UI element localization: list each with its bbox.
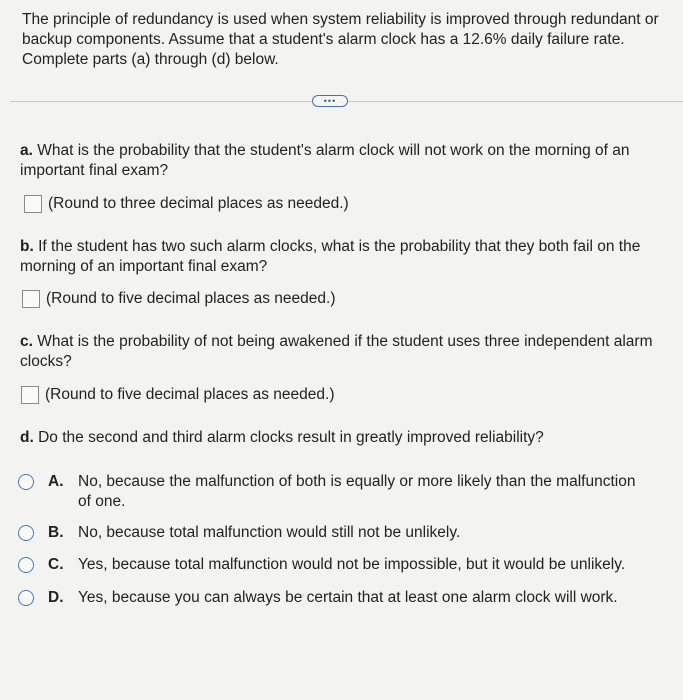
expand-more-button[interactable]: ••• — [312, 95, 348, 107]
question-b-text: If the student has two such alarm clocks, what is the probability that they both fail on the morning of an important final exam? — [20, 238, 641, 275]
option-c[interactable] — [18, 555, 678, 575]
answer-b-row — [22, 290, 336, 308]
option-b[interactable] — [18, 523, 638, 543]
option-d-radio[interactable] — [18, 590, 34, 606]
question-a-text: What is the probability that the student's alarm clock will not work on the morning of an important final exam? — [20, 142, 630, 179]
question-a — [20, 141, 675, 181]
question-b-label: b. — [20, 238, 34, 255]
answer-c-row — [21, 386, 335, 404]
question-c — [20, 332, 675, 372]
question-c-text: What is the probability of not being awakened if the student uses three independent alarm clocks? — [20, 333, 653, 370]
answer-a-hint: (Round to three decimal places as needed.) — [48, 195, 349, 212]
problem-intro: The principle of redundancy is used when system reliability is improved through redundant or backup components. Assume that a student's alarm clock has a 12.6% daily failure rate. Complete parts (a) through (d) below. — [22, 11, 659, 68]
option-b-letter: B. — [48, 524, 64, 541]
answer-a-input[interactable] — [24, 195, 42, 213]
option-a[interactable] — [18, 472, 638, 512]
question-d-label: d. — [20, 429, 34, 446]
option-a-letter: A. — [48, 473, 64, 490]
option-a-text: No, because the malfunction of both is equally or more likely than the malfunction of one. — [78, 473, 636, 510]
option-c-text: Yes, because total malfunction would not be impossible, but it would be unlikely. — [78, 556, 626, 573]
answer-b-hint: (Round to five decimal places as needed.) — [46, 290, 336, 307]
option-d-letter: D. — [48, 589, 64, 606]
question-c-label: c. — [20, 333, 33, 350]
option-d-text: Yes, because you can always be certain that at least one alarm clock will work. — [78, 589, 618, 606]
question-b — [20, 237, 675, 277]
answer-c-input[interactable] — [21, 386, 39, 404]
answer-c-hint: (Round to five decimal places as needed.) — [45, 386, 335, 403]
question-d-text: Do the second and third alarm clocks result in greatly improved reliability? — [38, 429, 544, 446]
option-b-radio[interactable] — [18, 525, 34, 541]
option-c-letter: C. — [48, 556, 64, 573]
option-d[interactable] — [18, 588, 678, 608]
option-b-text: No, because total malfunction would still not be unlikely. — [78, 524, 461, 541]
answer-b-input[interactable] — [22, 290, 40, 308]
question-a-label: a. — [20, 142, 33, 159]
option-a-radio[interactable] — [18, 474, 34, 490]
answer-a-row — [24, 195, 349, 213]
option-c-radio[interactable] — [18, 557, 34, 573]
question-d — [20, 428, 675, 448]
